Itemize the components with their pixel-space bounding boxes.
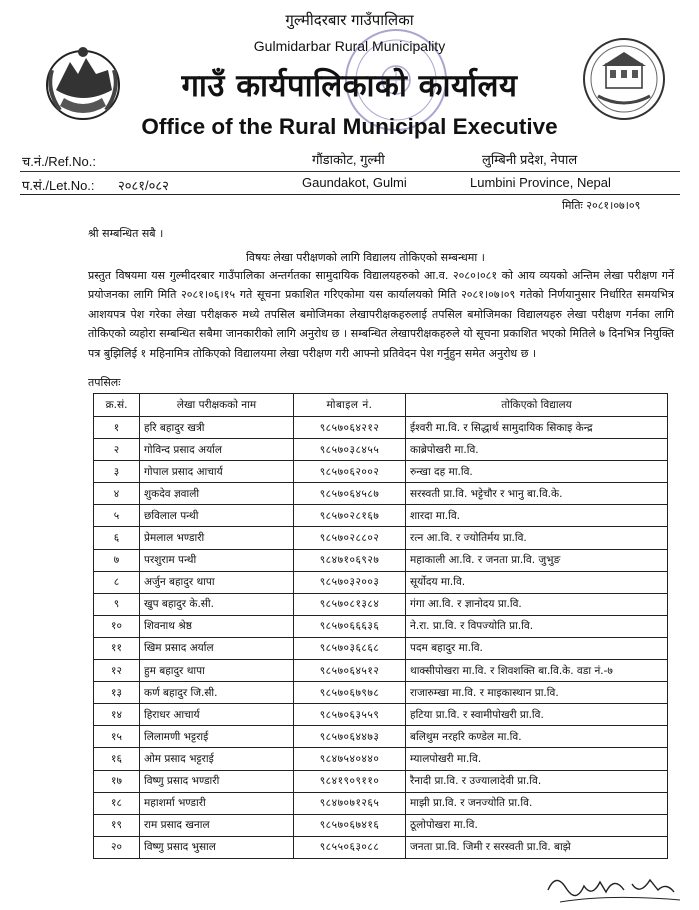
cell-mobile: ९८५७०६४२१२	[294, 417, 406, 439]
cell-sn: १६	[94, 748, 140, 770]
cell-mobile: ९८५७०६७९७८	[294, 682, 406, 704]
ref-no-label: च.नं./Ref.No.:	[22, 154, 96, 169]
letter-date: मितिः २०८१।०७।०९	[562, 199, 641, 212]
cell-sn: २	[94, 439, 140, 461]
cell-auditor-name: शिवनाथ श्रेष्ठ	[140, 615, 294, 637]
table-row	[94, 483, 668, 505]
cell-mobile: ९८५७०६२००२	[294, 461, 406, 483]
table-row	[94, 726, 668, 748]
cell-mobile: ९८५७०३६८६८	[294, 637, 406, 659]
cell-mobile: ९८५७०६७४१६	[294, 814, 406, 836]
cell-school: बलिथुम नरहरि कण्डेल मा.वि.	[406, 726, 668, 748]
table-row	[94, 836, 668, 858]
col-header-auditor-name: लेखा परीक्षकको नाम	[140, 394, 294, 417]
col-header-school: तोकिएको विद्यालय	[406, 394, 668, 417]
cell-auditor-name: हिराधर आचार्य	[140, 704, 294, 726]
table-row	[94, 615, 668, 637]
cell-sn: १५	[94, 726, 140, 748]
cell-auditor-name: ओम प्रसाद भट्टराई	[140, 748, 294, 770]
table-row	[94, 748, 668, 770]
table-row	[94, 770, 668, 792]
cell-school: महाकाली आ.वि. र जनता प्रा.वि. जुभुङ	[406, 549, 668, 571]
table-row	[94, 637, 668, 659]
cell-mobile: ९८५५०६३०८८	[294, 836, 406, 858]
cell-school: हटिया प्रा.वि. र स्वामीपोखरी प्रा.वि.	[406, 704, 668, 726]
place-np: गौंडाकोट, गुल्मी	[312, 152, 385, 167]
cell-sn: ८	[94, 571, 140, 593]
cell-auditor-name: हरि बहादुर खत्री	[140, 417, 294, 439]
cell-mobile: ९८५७०६३५५९	[294, 704, 406, 726]
cell-school: राजारुम्खा मा.वि. र माइकास्थान प्रा.वि.	[406, 682, 668, 704]
table-row	[94, 660, 668, 682]
cell-mobile: ९८४१९०९११०	[294, 770, 406, 792]
cell-sn: ४	[94, 483, 140, 505]
cell-mobile: ९८५७०६४५१२	[294, 660, 406, 682]
table-row	[94, 527, 668, 549]
cell-mobile: ९८४७५४०४४०	[294, 748, 406, 770]
table-row	[94, 549, 668, 571]
table-header-row	[94, 394, 668, 417]
province-np: लुम्बिनी प्रदेश, नेपाल	[482, 152, 578, 167]
let-no-label: प.सं./Let.No.:	[22, 178, 95, 193]
cell-sn: २०	[94, 836, 140, 858]
cell-auditor-name: विष्णु प्रसाद भुसाल	[140, 836, 294, 858]
cell-school: काब्रेपोखरी मा.वि.	[406, 439, 668, 461]
table-row	[94, 704, 668, 726]
province-en: Lumbini Province, Nepal	[470, 175, 611, 190]
office-title-np: गाउँ कार्यपालिकाको कार्यालय	[181, 68, 518, 104]
office-title-en: Office of the Rural Municipal Executive	[141, 114, 558, 139]
table-row	[94, 792, 668, 814]
cell-auditor-name: राम प्रसाद खनाल	[140, 814, 294, 836]
cell-school: थाक्सीपोखरा मा.वि. र शिवशक्ति बा.वि.के. वडा नं.-७	[406, 660, 668, 682]
cell-auditor-name: छविलाल पन्थी	[140, 505, 294, 527]
table-row	[94, 417, 668, 439]
cell-sn: १३	[94, 682, 140, 704]
cell-sn: १	[94, 417, 140, 439]
cell-auditor-name: महाशर्मा भण्डारी	[140, 792, 294, 814]
cell-sn: ३	[94, 461, 140, 483]
cell-auditor-name: शुकदेव ज्ञवाली	[140, 483, 294, 505]
cell-school: गंगा आ.वि. र ज्ञानोदय प्रा.वि.	[406, 593, 668, 615]
cell-mobile: ९८५७०६६६३६	[294, 615, 406, 637]
let-no-value: २०८१/०८२	[118, 178, 169, 193]
table-row	[94, 593, 668, 615]
cell-sn: ११	[94, 637, 140, 659]
cell-sn: १९	[94, 814, 140, 836]
cell-auditor-name: परशुराम पन्थी	[140, 549, 294, 571]
letter-body: प्रस्तुत विषयमा यस गुल्मीदरबार गाउँपालिका अन्तर्गतका सामुदायिक विद्यालयहरुको आ.व. २०८०।०८१ को आय व्ययको अन्तिम लेखा परीक्षण गर्ने प्रयोजनका लागि मिति २०८१।०६।१५ गते सूचना प्रकाशित गरिएकोमा यस कार्यालयको मिति २०८१।०७।०९ गतेको निर्णयानुसार निर्धारित समयभित्र आशयपत्र पेश गरेका लेखा परीक्षकरु मध्ये तपसिल बमोजिमका लेखापरीक्षकहरुलाई तपसिल बमोजिमका विद्यालयहरु लेखा परीक्षण गर्नका लागि तोकिएको व्यहोरा सम्बन्धित सबैमा जानकारीको लागि अनुरोध छ । सम्बन्धित लेखापरीक्षकहरुले यो सूचना प्रकाशित भएको मितिले ७ दिनभित्र नियुक्ति पत्र बुझिलिई १ महिनामित्र तोकिएको विद्यालयमा लेखा परीक्षण गरी आफ्नो प्रतिवेदन पेश गर्नुहुन समेत अनुरोध छ ।	[88, 269, 674, 360]
cell-school: रत्न आ.वि. र ज्योतिर्मय प्रा.वि.	[406, 527, 668, 549]
cell-mobile: ९८५७०६४४७३	[294, 726, 406, 748]
col-header-sn: क्र.सं.	[94, 394, 140, 417]
table-row	[94, 682, 668, 704]
cell-school: ईश्वरी मा.वि. र सिद्धार्थ सामुदायिक सिकाइ केन्द्र	[406, 417, 668, 439]
cell-sn: १८	[94, 792, 140, 814]
cell-mobile: ९८५७०३८४५५	[294, 439, 406, 461]
cell-mobile: ९८५७०२८८०२	[294, 527, 406, 549]
subject-line: विषयः लेखा परीक्षणको लागि विद्यालय तोकिएको सम्बन्धमा ।	[246, 251, 485, 264]
table-row	[94, 439, 668, 461]
cell-auditor-name: खिम प्रसाद अर्याल	[140, 637, 294, 659]
cell-sn: १२	[94, 660, 140, 682]
addressee: श्री सम्बन्धित सबै ।	[88, 227, 164, 240]
table-row	[94, 505, 668, 527]
cell-school: शारदा मा.वि.	[406, 505, 668, 527]
col-header-mobile: मोबाइल नं.	[294, 394, 406, 417]
cell-mobile: ९८५७०६४५८७	[294, 483, 406, 505]
tapasil-label: तपसिलः	[88, 376, 121, 389]
municipality-name-en: Gulmidarbar Rural Municipality	[253, 38, 446, 54]
table-row	[94, 814, 668, 836]
cell-auditor-name: कर्ण बहादुर जि.सी.	[140, 682, 294, 704]
cell-auditor-name: गोपाल प्रसाद आचार्य	[140, 461, 294, 483]
divider	[20, 171, 680, 172]
header-rule	[20, 194, 680, 195]
cell-sn: १७	[94, 770, 140, 792]
cell-school: रुन्खा दह मा.वि.	[406, 461, 668, 483]
cell-school: सरस्वती प्रा.वि. भट्टेचौर र भानु बा.वि.के.	[406, 483, 668, 505]
cell-sn: ७	[94, 549, 140, 571]
cell-auditor-name: अर्जुन बहादुर थापा	[140, 571, 294, 593]
cell-auditor-name: विष्णु प्रसाद भण्डारी	[140, 770, 294, 792]
cell-sn: ५	[94, 505, 140, 527]
cell-sn: ६	[94, 527, 140, 549]
municipality-name-np: गुल्मीदरबार गाउँपालिका	[285, 11, 414, 29]
signature-icon	[540, 868, 690, 908]
cell-mobile: ९८५७०८१३८४	[294, 593, 406, 615]
cell-sn: ९	[94, 593, 140, 615]
table-row	[94, 461, 668, 483]
cell-auditor-name: प्रेमलाल भण्डारी	[140, 527, 294, 549]
cell-mobile: ९८४७१०६९२७	[294, 549, 406, 571]
place-en: Gaundakot, Gulmi	[302, 175, 407, 190]
cell-sn: १४	[94, 704, 140, 726]
cell-school: ने.रा. प्रा.वि. र विपज्योति प्रा.वि.	[406, 615, 668, 637]
cell-auditor-name: लिलामणी भट्टराई	[140, 726, 294, 748]
auditor-table	[93, 393, 668, 859]
cell-mobile: ९८४७०७१२६५	[294, 792, 406, 814]
cell-mobile: ९८५७०२८१६७	[294, 505, 406, 527]
cell-school: सूर्योदय मा.वि.	[406, 571, 668, 593]
cell-school: जनता प्रा.वि. जिमी र सरस्वती प्रा.वि. बाझे	[406, 836, 668, 858]
cell-auditor-name: खुप बहादुर के.सी.	[140, 593, 294, 615]
cell-school: रैनादी प्रा.वि. र उज्यालादेवी प्रा.वि.	[406, 770, 668, 792]
cell-mobile: ९८५७०३२००३	[294, 571, 406, 593]
cell-school: म्यालपोखरी मा.वि.	[406, 748, 668, 770]
table-row	[94, 571, 668, 593]
cell-auditor-name: हुम बहादुर थापा	[140, 660, 294, 682]
cell-sn: १०	[94, 615, 140, 637]
cell-school: पदम बहादुर मा.वि.	[406, 637, 668, 659]
cell-school: ठूलोपोखरा मा.वि.	[406, 814, 668, 836]
cell-auditor-name: गोविन्द प्रसाद अर्याल	[140, 439, 294, 461]
cell-school: माझी प्रा.वि. र जनज्योति प्रा.वि.	[406, 792, 668, 814]
